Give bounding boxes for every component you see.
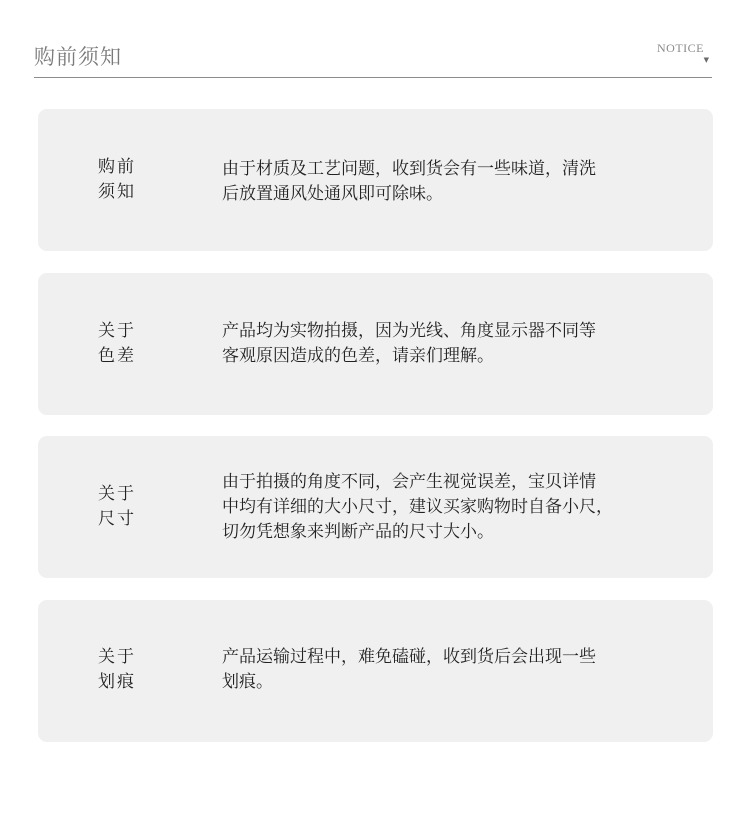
card-text-line: 切勿凭想象来判断产品的尺寸大小。 xyxy=(222,522,494,542)
card-title xyxy=(98,155,138,205)
card-title-line: 色差 xyxy=(98,346,136,366)
notice-card-size xyxy=(38,436,713,578)
card-title-line: 须知 xyxy=(98,182,136,202)
notice-card-purchase xyxy=(38,109,713,251)
card-text-line: 由于材质及工艺问题，收到货会有一些味道，清洗 xyxy=(222,159,596,179)
card-text-line: 后放置通风处通风即可除味。 xyxy=(222,184,443,204)
card-text xyxy=(222,319,662,369)
card-title-line: 关于 xyxy=(98,647,136,667)
card-title-line: 关于 xyxy=(98,484,136,504)
notice-card-scratch xyxy=(38,600,713,742)
card-title xyxy=(98,482,138,532)
card-text xyxy=(222,645,662,695)
card-text-line: 产品运输过程中，难免磕碰，收到货后会出现一些 xyxy=(222,647,596,667)
notice-card-color xyxy=(38,273,713,415)
card-title xyxy=(98,645,138,695)
card-title xyxy=(98,319,138,369)
card-title-line: 购前 xyxy=(98,157,136,177)
caret-down-icon: ▼ xyxy=(703,56,709,64)
card-title-line: 划痕 xyxy=(98,672,136,692)
notice-label: NOTICE xyxy=(657,41,704,55)
card-text-line: 中均有详细的大小尺寸，建议买家购物时自备小尺， xyxy=(222,497,613,517)
page-title: 购前须知 xyxy=(34,45,122,69)
card-text-line: 由于拍摄的角度不同，会产生视觉误差，宝贝详情 xyxy=(222,472,596,492)
card-text xyxy=(222,157,662,207)
card-text-line: 客观原因造成的色差，请亲们理解。 xyxy=(222,346,494,366)
card-title-line: 关于 xyxy=(98,321,136,341)
card-text-line: 划痕。 xyxy=(222,672,273,692)
card-text xyxy=(222,470,662,545)
notice-header xyxy=(34,36,712,78)
card-text-line: 产品均为实物拍摄，因为光线、角度显示器不同等 xyxy=(222,321,596,341)
card-title-line: 尺寸 xyxy=(98,509,136,529)
